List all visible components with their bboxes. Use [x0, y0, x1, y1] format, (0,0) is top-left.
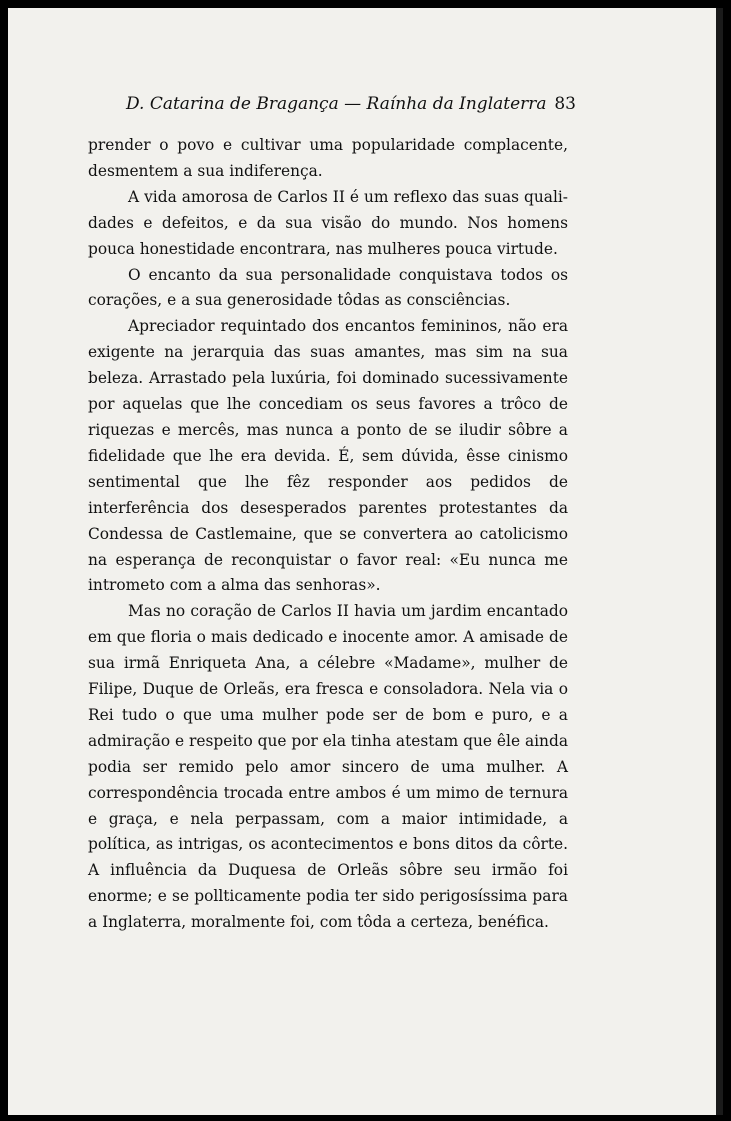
paragraph: O encanto da sua personalidade conquistava todos os corações, e a sua generosidade tôdas as consciências.	[88, 265, 568, 310]
page-number: 83	[554, 94, 576, 114]
running-head	[126, 92, 576, 116]
running-title: D. Catarina de Bragança — Raínha da Inglaterra	[126, 94, 547, 114]
paragraph-continuation: prender o povo e cultivar uma popularidade complacente, desmentem a sua indiferença.	[88, 136, 568, 180]
paragraph: A vida amorosa de Carlos II é um reflexo das suas qualidades e defeitos, e da sua visão do mundo. Nos homens pouca honestidade encontrara, nas mulheres pouca virtude.	[88, 187, 568, 258]
body-text	[88, 133, 568, 936]
paragraph: Mas no coração de Carlos II havia um jardim encantado em que floria o mais dedicado e inocente amor. A amisade de sua irmã Enriqueta Ana, a célebre «Madame», mulher de Filipe, Duque de Orleãs, era fresca e consoladora. Nela via o Rei tudo o que uma mulher pode ser de bom e puro, e a admiração e respeito que por ela tinha atestam que êle ainda podia ser remido pelo amor sincero de uma mulher. A correspondência trocada entre ambos é um mimo de ternura e graça, e nela perpassam, com a maior intimidade, a política, as intrigas, os acontecimentos e bons ditos da côrte. A influência da Duquesa de Orleãs sôbre seu irmão foi enorme; e se pollticamente podia ter sido perigosíssima para a Inglaterra, moralmente foi, com tôda a certeza, benéfica.	[88, 602, 568, 932]
book-page	[8, 8, 723, 1115]
paragraph: Apreciador requintado dos encantos femininos, não era exigente na jerarquia das suas amantes, mas sim na sua beleza. Arrastado pela luxúria, foi dominado sucessivamente por aquelas que lhe concediam os seus favores a trôco de riquezas e mercês, mas nunca a ponto de se iludir sôbre a fidelidade que lhe era devida. É, sem dúvida, êsse cinismo sentimental que lhe fêz responder aos pedidos de interferência dos desesperados parentes protestantes da Condessa de Castlemaine, que se convertera ao catolicismo na esperança de reconquistar o favor real: «Eu nunca me intrometo com a alma das senhoras».	[88, 317, 568, 595]
